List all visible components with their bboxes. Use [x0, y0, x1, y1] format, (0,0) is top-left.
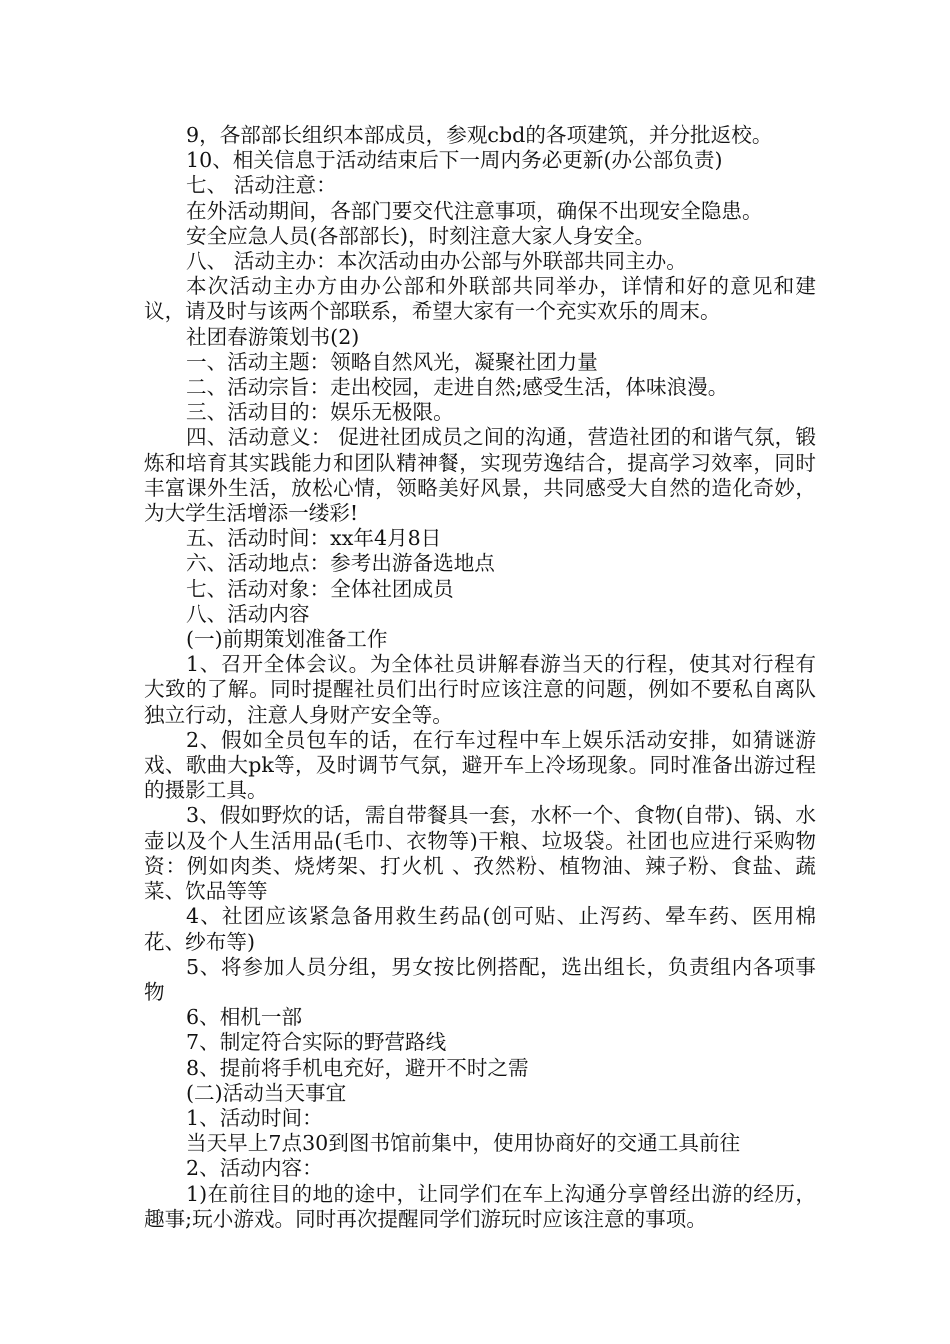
list-item: 2、假如全员包车的话，在行车过程中车上娱乐活动安排，如猜谜游戏、歌曲大pk等，及时调节气氛，避开车上冷场现象。同时准备出游过程的摄影工具。 [144, 727, 816, 803]
subsection-heading: (二)活动当天事宜 [186, 1080, 347, 1105]
paragraph: 本次活动主办方由办公部和外联部共同举办，详情和好的意见和建议，请及时与该两个部联系，希望大家有一个充实欢乐的周末。 [144, 274, 816, 324]
document-body [144, 123, 816, 1232]
list-item: 1、召开全体会议。为全体社员讲解春游当天的行程，使其对行程有大致的了解。同时提醒社员们出行时应该注意的问题，例如不要私自离队独立行动，注意人身财产安全等。 [144, 652, 816, 727]
section-heading: 六、活动地点：参考出游备选地点 [186, 551, 495, 576]
paragraph: 在外活动期间，各部门要交代注意事项，确保不出现安全隐患。 [186, 198, 763, 223]
list-item: 1、活动时间： [186, 1105, 323, 1130]
paragraph: 9，各部部长组织本部成员，参观cbd的各项建筑，并分批返校。 [186, 123, 773, 147]
document-title: 社团春游策划书(2) [186, 324, 360, 349]
paragraph: 四、活动意义： 促进社团成员之间的沟通，营造社团的和谐气氛，锻炼和培育其实践能力和团队精神餐，实现劳逸结合，提高学习效率，同时丰富课外生活，放松心情，领略美好风景，共同感受大自然的造化奇妙，为大学生活增添一缕彩! [144, 425, 816, 526]
list-item: 6、相机一部 [186, 1005, 303, 1030]
section-heading: 七、活动对象：全体社团成员 [186, 576, 454, 601]
list-item: 7、制定符合实际的野营路线 [186, 1030, 447, 1055]
list-item: 3、假如野炊的话，需自带餐具一套，水杯一个、食物(自带)、锅、水壶以及个人生活用品(毛巾、衣物等)干粮、垃圾袋。社团也应进行采购物资：例如肉类、烧烤架、打火机 、孜然粉、植物油、辣子粉、食盐、蔬菜、饮品等等 [144, 803, 816, 904]
list-item: 8、提前将手机电充好，避开不时之需 [186, 1055, 529, 1080]
list-item: 5、将参加人员分组，男女按比例搭配，选出组长，负责组内各项事物 [144, 954, 816, 1004]
section-heading: 八、 活动主办：本次活动由办公部与外联部共同主办。 [186, 249, 687, 274]
subsection-heading: (一)前期策划准备工作 [186, 627, 388, 652]
section-heading: 八、活动内容 [186, 601, 310, 626]
paragraph: 10、相关信息于活动结束后下一周内务必更新(办公部负责) [186, 148, 723, 173]
list-item: 1)在前往目的地的途中，让同学们在车上沟通分享曾经出游的经历，趣事;玩小游戏。同时再次提醒同学们游玩时应该注意的事项。 [144, 1181, 816, 1231]
section-heading: 七、 活动注意： [186, 173, 337, 198]
section-heading: 二、活动宗旨：走出校园，走进自然;感受生活，体味浪漫。 [186, 375, 729, 400]
section-heading: 五、活动时间：xx年4月8日 [186, 526, 442, 551]
paragraph: 安全应急人员(各部部长)，时刻注意大家人身安全。 [186, 223, 656, 248]
section-heading: 一、活动主题：领略自然风光，凝聚社团力量 [186, 349, 598, 374]
list-item: 2、活动内容： [186, 1156, 323, 1181]
paragraph: 当天早上7点30到图书馆前集中，使用协商好的交通工具前往 [186, 1131, 741, 1156]
section-heading: 三、活动目的：娱乐无极限。 [186, 400, 454, 425]
list-item: 4、社团应该紧急备用救生药品(创可贴、止泻药、晕车药、医用棉花、纱布等) [144, 904, 816, 954]
